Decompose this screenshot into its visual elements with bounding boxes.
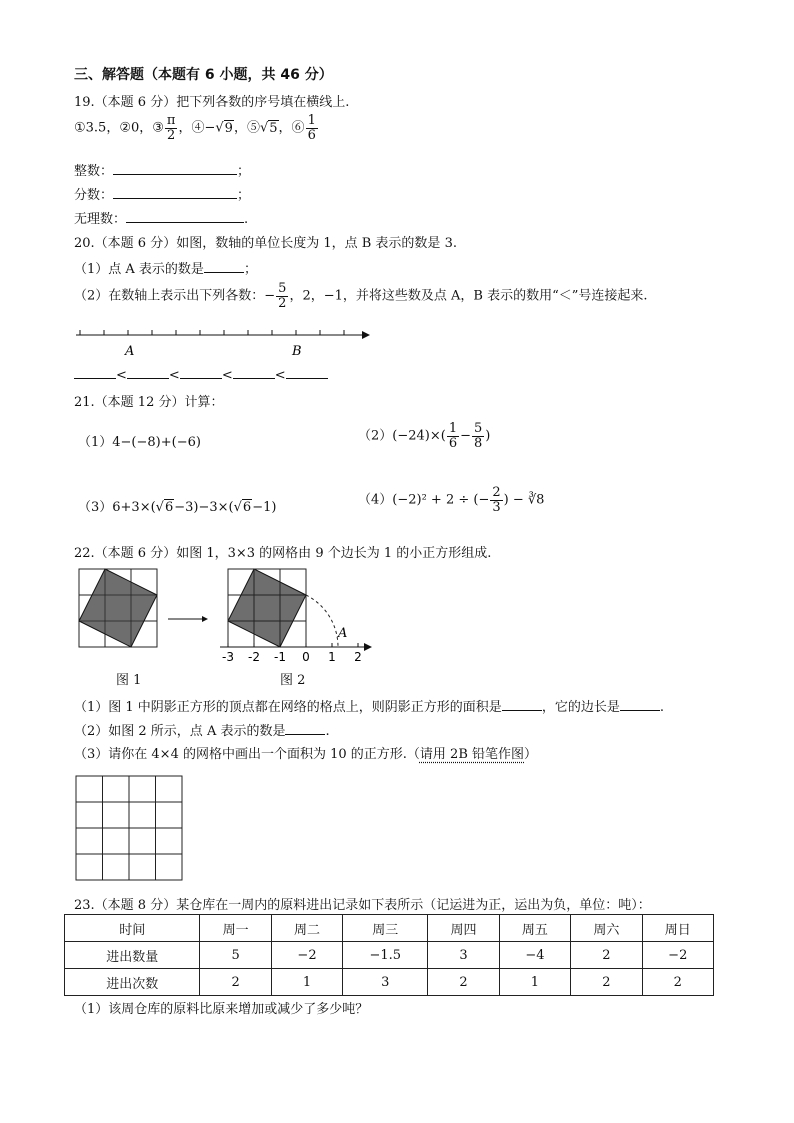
q23-table <box>64 914 714 996</box>
figure-2-caption: 图 2 <box>280 673 306 688</box>
tick-label: -2 <box>248 650 260 664</box>
table-cell: 2 <box>571 942 642 969</box>
table-cell: 3 <box>428 942 499 969</box>
answer-blank[interactable] <box>126 210 244 223</box>
answer-blank[interactable] <box>233 366 275 379</box>
tick-label: 2 <box>354 650 362 664</box>
point-b-label: B <box>292 344 302 359</box>
tick-label: -3 <box>222 650 234 664</box>
table-cell: 5 <box>200 942 271 969</box>
q19-stem: 19.（本题 6 分）把下列各数的序号填在横线上. <box>74 95 350 110</box>
point-a-label: A <box>338 626 348 641</box>
answer-blank[interactable] <box>285 722 325 735</box>
q21-expr-3: （3）6+3×(√6−3)−3×(√6−1) <box>78 500 277 515</box>
answer-blank[interactable] <box>113 186 237 199</box>
q21-expr-1: （1）4−(−8)+(−6) <box>78 435 201 450</box>
answer-blank[interactable] <box>286 366 328 379</box>
tick-label: -1 <box>274 650 286 664</box>
table-cell: −1.5 <box>343 942 428 969</box>
table-cell: 周一 <box>200 915 271 942</box>
blank-4x4-grid[interactable] <box>74 774 186 882</box>
table-cell: 周日 <box>642 915 713 942</box>
table-cell: 进出次数 <box>65 969 200 996</box>
q23-part1: （1）该周仓库的原料比原来增加或减少了多少吨？ <box>74 1002 369 1017</box>
figure-1-grid <box>76 566 162 652</box>
table-cell: 1 <box>499 969 570 996</box>
q20-number-line <box>74 325 374 359</box>
q21-stem: 21.（本题 12 分）计算： <box>74 395 224 410</box>
table-row <box>65 915 714 942</box>
table-row <box>65 942 714 969</box>
figure-2-grid-numberline <box>220 566 380 666</box>
table-cell: −2 <box>642 942 713 969</box>
q23-stem: 23.（本题 8 分）某仓库在一周内的原料进出记录如下表所示（记运进为正，运出为负，单位：吨）： <box>74 898 651 913</box>
q22-part3: （3）请你在 4×4 的网格中画出一个面积为 10 的正方形.（请用 2B 铅笔作图） <box>74 747 538 762</box>
q20-part2: （2）在数轴上表示出下列各数：− $\frac{5}{2}$ ，2，−1，并将这些数及点 A，B 表示的数用“＜”号连接起来. <box>74 281 648 311</box>
q21-expr-4: （4）(−2)² + 2 ÷ (− $\frac{2}{3}$ ) − ∛8 <box>358 485 545 515</box>
table-cell: 周三 <box>343 915 428 942</box>
table-cell: 2 <box>200 969 271 996</box>
answer-blank[interactable] <box>74 366 116 379</box>
section-title: 三、解答题（本题有 6 小题，共 46 分） <box>74 67 333 83</box>
tick-label: 1 <box>328 650 336 664</box>
table-cell: 时间 <box>65 915 200 942</box>
figure-1-caption: 图 1 <box>116 673 142 688</box>
q22-stem: 22.（本题 6 分）如图 1，3×3 的网格由 9 个边长为 1 的小正方形组成. <box>74 546 492 561</box>
answer-blank[interactable] <box>620 698 660 711</box>
table-cell: −2 <box>271 942 342 969</box>
q20-part1: （1）点 A 表示的数是 ； <box>74 262 257 277</box>
table-cell: 进出数量 <box>65 942 200 969</box>
q22-part1: （1）图 1 中阴影正方形的顶点都在网络的格点上，则阴影正方形的面积是 ，它的边长是 . <box>74 700 664 715</box>
q20-stem: 20.（本题 6 分）如图，数轴的单位长度为 1，点 B 表示的数是 3. <box>74 236 457 251</box>
arrow-icon <box>166 614 210 624</box>
table-cell: 2 <box>571 969 642 996</box>
q19-integer-line: 整数： ； <box>74 164 251 179</box>
table-cell: 2 <box>428 969 499 996</box>
q21-expr-2: （2）(−24)×( $\frac{1}{6}$ − $\frac{5}{8}$ ) <box>358 421 491 451</box>
table-cell: 2 <box>642 969 713 996</box>
table-row <box>65 969 714 996</box>
tick-label: 0 <box>302 650 310 664</box>
q19-numbers: ①3.5，②0，③ $\frac{\pi}{2}$ ，④−√9，⑤√5，⑥ $\frac{1}{6}$ <box>74 113 316 143</box>
q22-part2: （2）如图 2 所示，点 A 表示的数是 . <box>74 724 330 739</box>
q19-fraction-line: 分数： ； <box>74 188 251 203</box>
table-cell: 3 <box>343 969 428 996</box>
answer-blank[interactable] <box>127 366 169 379</box>
table-cell: 1 <box>271 969 342 996</box>
point-a-label: A <box>125 344 135 359</box>
table-cell: 周六 <box>571 915 642 942</box>
answer-blank[interactable] <box>180 366 222 379</box>
answer-blank[interactable] <box>204 260 244 273</box>
table-cell: 周四 <box>428 915 499 942</box>
table-cell: 周二 <box>271 915 342 942</box>
q20-ordering-blanks: < < < < <box>74 366 328 383</box>
table-cell: 周五 <box>499 915 570 942</box>
q19-irrational-line: 无理数： . <box>74 212 249 227</box>
table-cell: −4 <box>499 942 570 969</box>
answer-blank[interactable] <box>502 698 542 711</box>
answer-blank[interactable] <box>113 162 237 175</box>
